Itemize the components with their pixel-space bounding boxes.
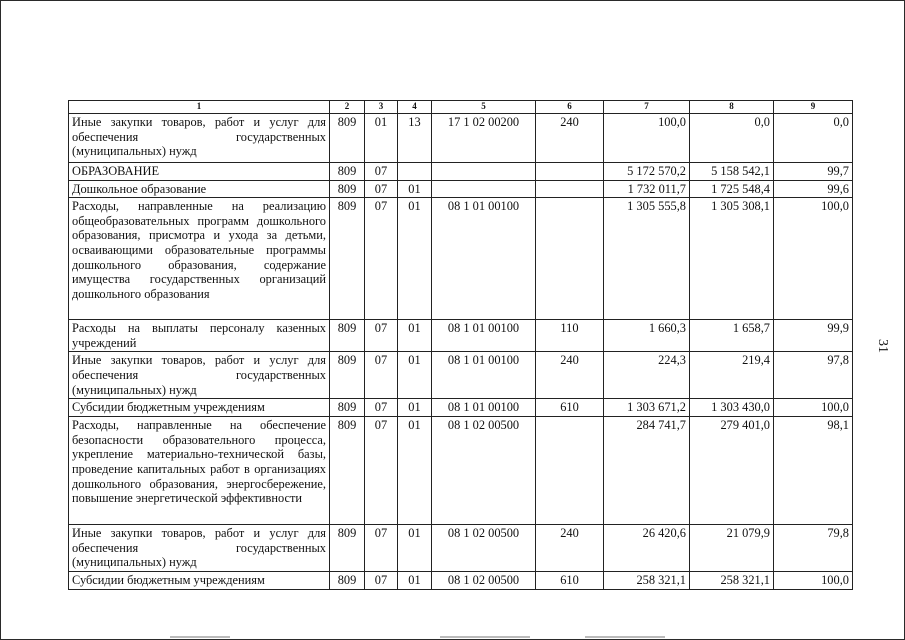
cell-percent: 100,0 <box>774 198 853 320</box>
cell-subsection: 01 <box>398 399 432 417</box>
cell-plan: 1 305 555,8 <box>604 198 690 320</box>
cell-expense-type <box>536 198 604 320</box>
cell-percent: 97,8 <box>774 352 853 399</box>
row-name: Дошкольное образование <box>69 180 330 198</box>
cell-section: 07 <box>365 320 398 352</box>
column-header: 5 <box>432 101 536 114</box>
cell-expense-type: 610 <box>536 399 604 417</box>
table-row <box>69 163 853 181</box>
table-row <box>69 320 853 352</box>
row-name: Иные закупки товаров, работ и услуг для обеспечения государственных (муниципальных) нужд <box>69 352 330 399</box>
row-name: Субсидии бюджетным учреждениям <box>69 399 330 417</box>
cell-target-article: 08 1 01 00100 <box>432 399 536 417</box>
cell-target-article <box>432 180 536 198</box>
cell-subsection: 13 <box>398 114 432 163</box>
cell-expense-type: 610 <box>536 571 604 589</box>
table-row <box>69 417 853 525</box>
cell-department: 809 <box>330 114 365 163</box>
row-name: Расходы, направленные на реализацию общеобразовательных программ дошкольного образования, присмотра и ухода за детьми, осваивающими образовательные программы дошкольного образования, содержание имущества государственных организаций дошкольного образования <box>69 198 330 320</box>
cell-target-article: 17 1 02 00200 <box>432 114 536 163</box>
cell-percent: 99,7 <box>774 163 853 181</box>
scan-artifact <box>585 636 665 638</box>
cell-expense-type <box>536 163 604 181</box>
cell-plan: 224,3 <box>604 352 690 399</box>
cell-actual: 1 303 430,0 <box>690 399 774 417</box>
cell-department: 809 <box>330 320 365 352</box>
cell-plan: 5 172 570,2 <box>604 163 690 181</box>
column-header: 3 <box>365 101 398 114</box>
cell-target-article: 08 1 02 00500 <box>432 525 536 572</box>
scan-artifact <box>170 636 230 638</box>
cell-department: 809 <box>330 180 365 198</box>
column-header: 1 <box>69 101 330 114</box>
table-row <box>69 114 853 163</box>
cell-target-article: 08 1 02 00500 <box>432 571 536 589</box>
row-name: Иные закупки товаров, работ и услуг для обеспечения государственных (муниципальных) нужд <box>69 525 330 572</box>
column-header: 6 <box>536 101 604 114</box>
table-row <box>69 198 853 320</box>
cell-section: 07 <box>365 198 398 320</box>
cell-subsection <box>398 163 432 181</box>
cell-actual: 1 658,7 <box>690 320 774 352</box>
cell-percent: 0,0 <box>774 114 853 163</box>
column-header: 4 <box>398 101 432 114</box>
cell-plan: 26 420,6 <box>604 525 690 572</box>
cell-expense-type <box>536 417 604 525</box>
table-row <box>69 352 853 399</box>
cell-department: 809 <box>330 399 365 417</box>
row-name: Субсидии бюджетным учреждениям <box>69 571 330 589</box>
cell-plan: 1 303 671,2 <box>604 399 690 417</box>
cell-department: 809 <box>330 198 365 320</box>
cell-expense-type: 240 <box>536 114 604 163</box>
cell-percent: 100,0 <box>774 399 853 417</box>
table-row <box>69 399 853 417</box>
cell-percent: 99,9 <box>774 320 853 352</box>
page-number: 31 <box>875 339 890 353</box>
cell-actual: 21 079,9 <box>690 525 774 572</box>
cell-subsection: 01 <box>398 352 432 399</box>
cell-section: 07 <box>365 525 398 572</box>
cell-expense-type: 240 <box>536 525 604 572</box>
column-header: 9 <box>774 101 853 114</box>
row-name: Иные закупки товаров, работ и услуг для обеспечения государственных (муниципальных) нужд <box>69 114 330 163</box>
cell-section: 07 <box>365 180 398 198</box>
cell-actual: 279 401,0 <box>690 417 774 525</box>
cell-expense-type: 240 <box>536 352 604 399</box>
cell-subsection: 01 <box>398 180 432 198</box>
cell-department: 809 <box>330 352 365 399</box>
cell-target-article: 08 1 01 00100 <box>432 352 536 399</box>
cell-actual: 1 725 548,4 <box>690 180 774 198</box>
cell-actual: 5 158 542,1 <box>690 163 774 181</box>
cell-plan: 258 321,1 <box>604 571 690 589</box>
cell-section: 07 <box>365 163 398 181</box>
row-name: Расходы, направленные на обеспечение безопасности образовательного процесса, укрепление материально-технической базы, проведение капитальных работ в организациях дошкольного образования, энергосбережение, повышение энергетической эффективности <box>69 417 330 525</box>
table-row <box>69 571 853 589</box>
column-header: 2 <box>330 101 365 114</box>
cell-department: 809 <box>330 571 365 589</box>
cell-section: 07 <box>365 352 398 399</box>
scan-artifact <box>440 636 530 638</box>
cell-percent: 79,8 <box>774 525 853 572</box>
cell-section: 07 <box>365 399 398 417</box>
table-row <box>69 180 853 198</box>
cell-section: 01 <box>365 114 398 163</box>
cell-section: 07 <box>365 417 398 525</box>
cell-target-article: 08 1 01 00100 <box>432 320 536 352</box>
cell-expense-type: 110 <box>536 320 604 352</box>
budget-table <box>68 100 853 590</box>
cell-actual: 1 305 308,1 <box>690 198 774 320</box>
cell-plan: 1 732 011,7 <box>604 180 690 198</box>
cell-plan: 284 741,7 <box>604 417 690 525</box>
cell-target-article: 08 1 02 00500 <box>432 417 536 525</box>
row-name: ОБРАЗОВАНИЕ <box>69 163 330 181</box>
cell-plan: 1 660,3 <box>604 320 690 352</box>
row-name: Расходы на выплаты персоналу казенных учреждений <box>69 320 330 352</box>
column-header: 7 <box>604 101 690 114</box>
cell-actual: 258 321,1 <box>690 571 774 589</box>
cell-plan: 100,0 <box>604 114 690 163</box>
cell-subsection: 01 <box>398 320 432 352</box>
cell-percent: 98,1 <box>774 417 853 525</box>
cell-actual: 219,4 <box>690 352 774 399</box>
cell-department: 809 <box>330 525 365 572</box>
cell-section: 07 <box>365 571 398 589</box>
table-header-row <box>69 101 853 114</box>
table-row <box>69 525 853 572</box>
cell-percent: 100,0 <box>774 571 853 589</box>
cell-subsection: 01 <box>398 571 432 589</box>
cell-department: 809 <box>330 417 365 525</box>
column-header: 8 <box>690 101 774 114</box>
cell-actual: 0,0 <box>690 114 774 163</box>
cell-expense-type <box>536 180 604 198</box>
cell-subsection: 01 <box>398 525 432 572</box>
cell-department: 809 <box>330 163 365 181</box>
cell-percent: 99,6 <box>774 180 853 198</box>
cell-target-article: 08 1 01 00100 <box>432 198 536 320</box>
cell-subsection: 01 <box>398 198 432 320</box>
cell-subsection: 01 <box>398 417 432 525</box>
cell-target-article <box>432 163 536 181</box>
